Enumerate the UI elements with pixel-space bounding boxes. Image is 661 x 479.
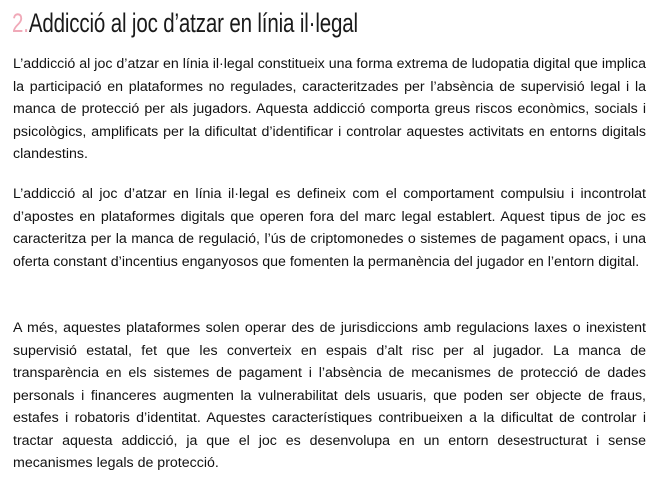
paragraph-1: L’addicció al joc d’atzar en línia il·legal constitueix una forma extrema de ludopatia digital que implica la participació en plataformes no regulades, caracteritzades per l’absència de supervisió legal i la manca de protecció per als jugadors. Aquesta addicció comporta greus riscos econòmics, socials i psicològics, amplificats per la dificultat d’identificar i controlar aquestes activitats en entorns digitals clandestins. — [13, 56, 646, 162]
section-title: Addicció al joc d’atzar en línia il·legal — [28, 8, 358, 38]
section-heading — [12, 6, 358, 40]
paragraph-2: L’addicció al joc d’atzar en línia il·legal es defineix com el comportament compulsiu i incontrolat d’apostes en plataformes digitals que operen fora del marc legal establert. Aquest tipus de joc es caracteritza per la manca de regulació, l’ús de criptomonedes o sistemes de pagament opacs, i una oferta constant d’incentius enganyosos que fomenten la permanència del jugador en l’entorn digital. — [13, 186, 646, 270]
paragraph-3: A més, aquestes plataformes solen operar des de jurisdiccions amb regulacions laxes o inexistent supervisió estatal, fet que les converteix en espais d’alt risc per al jugador. La manca de transparència en els sistemes de pagament i l’absència de mecanismes de protecció de dades personals i financeres augmenten la vulnerabilitat dels usuaris, que poden ser objecte de fraus, estafes i robatoris d’identitat. Aquestes característiques contribueixen a la dificultat de controlar i tractar aquesta addicció, ja que el joc es desenvolupa en un entorn desestructurat i sense mecanismes legals de protecció. — [13, 320, 646, 471]
section-number: 2. — [12, 8, 29, 38]
